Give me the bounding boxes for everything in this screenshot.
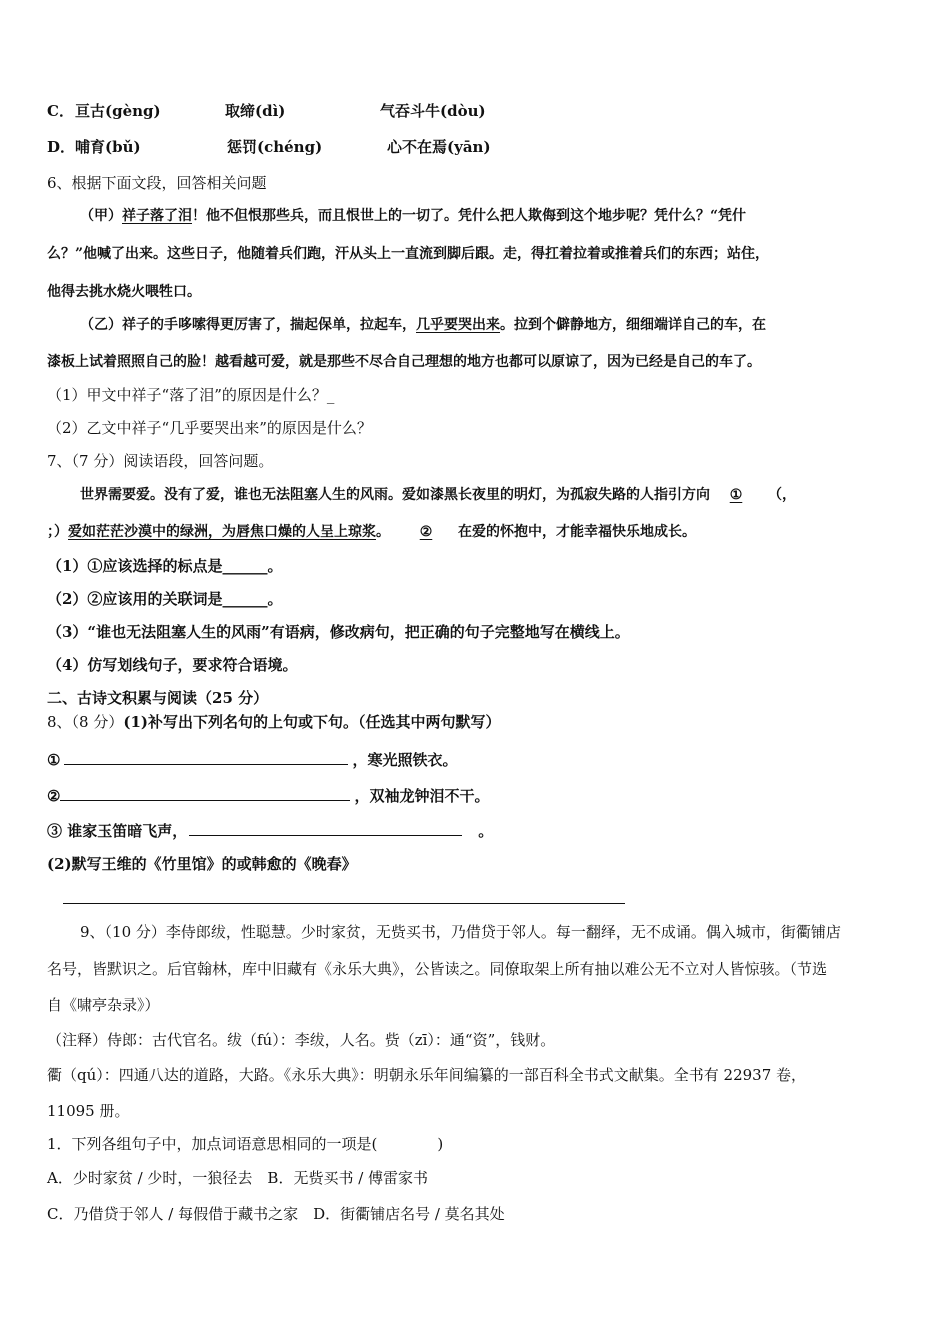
q6-jia-underlined: 祥子落了泪 [122, 208, 192, 224]
q8-line-3-end: 。 [478, 822, 494, 840]
option-d-item-3: 心不在焉(yān) [387, 138, 491, 156]
q8-line-1-number: ① [47, 751, 61, 769]
q8-line-3-text: ③ 谁家玉笛暗飞声， [47, 822, 188, 840]
q9-passage-line1: 9、（10 分）李侍郎绂，性聪慧。少时家贫，无赀买书，乃借贷于邻人。每一翻绎，无不成诵。偶入城市，街衢铺店 [80, 923, 841, 941]
q6-title: 6、根据下面文段，回答相关问题 [47, 174, 267, 192]
q8-line-2 [47, 784, 489, 807]
q7-blank-1[interactable]: ① [729, 487, 743, 503]
q9-mc-options-ab: A．少时家贫 / 少时，一狼径去 B．无赀买书 / 傅雷家书 [47, 1169, 429, 1187]
q8-answer-blank-1[interactable] [64, 748, 348, 765]
q9-mc-question: 1．下列各组句子中，加点词语意思相同的一项是( ) [47, 1135, 444, 1153]
q8-line-3 [47, 819, 493, 842]
q7-paragraph-mid: 。 [376, 524, 390, 540]
option-d-item-2: 惩罚(chéng) [227, 138, 323, 156]
option-d-item-1: 哺育(bǔ) [75, 138, 141, 156]
q7-sub-question-3: （3）“谁也无法阻塞人生的风雨”有语病，修改病句，把正确的句子完整地写在横线上。 [47, 623, 630, 641]
q8-line-2-number: ② [47, 787, 61, 805]
q6-yi-rest: 。拉到个僻静地方，细细端详自己的车，在 [500, 317, 766, 333]
option-d [47, 136, 491, 158]
q9-passage-line3: 自《啸亭杂录》） [47, 996, 160, 1014]
q8-part-2: (2)默写王维的《竹里馆》的或韩愈的《晚春》 [47, 855, 357, 873]
q7-title: 7、（7 分）阅读语段，回答问题。 [47, 452, 274, 470]
q7-paragraph-text: 世界需要爱。没有了爱，谁也无法阻塞人生的风雨。爱如漆黑长夜里的明灯，为孤寂失路的人指引方向 [80, 487, 710, 503]
q6-passage-yi-line1 [80, 314, 766, 336]
option-c-item-3: 气吞斗牛(dòu) [380, 102, 486, 120]
q6-jia-prefix: （甲） [80, 208, 122, 224]
q8-line-1 [47, 748, 457, 771]
q6-sub-question-1: （1）甲文中祥子“落了泪”的原因是什么？_ [47, 386, 335, 404]
q7-paragraph-line1 [80, 484, 796, 506]
q8-answer-blank-2[interactable] [60, 784, 350, 801]
q6-yi-prefix: （乙）祥子的手哆嗦得更厉害了，揣起保单，拉起车， [80, 317, 416, 333]
q9-note-3: 11095 册。 [47, 1102, 130, 1120]
q9-note-2: 衢（qú）：四通八达的道路，大路。《永乐大典》：明朝永乐年间编纂的一部百科全书式文献集。全书有 22937 卷， [47, 1066, 807, 1084]
q8-prefix: 8、（8 分） [47, 713, 124, 731]
q9-mc-options-cd: C．乃借贷于邻人 / 每假借于藏书之家 D．街衢铺店名号 / 莫名其处 [47, 1205, 505, 1223]
q6-sub-question-2: （2）乙文中祥子“几乎要哭出来”的原因是什么？ [47, 419, 372, 437]
q8-answer-line[interactable] [63, 903, 625, 904]
q8-line-2-text: ，双袖龙钟泪不干。 [354, 787, 490, 805]
q8-title [47, 711, 501, 733]
q6-jia-rest: ！他不但恨那些兵，而且恨世上的一切了。凭什么把人欺侮到这个地步呢？凭什么？“凭什 [192, 208, 747, 224]
q9-note-1: （注释）侍郎：古代官名。绂（fú）：李绂，人名。赀（zī）：通“资”，钱财。 [47, 1031, 556, 1049]
q7-sub-question-1: （1）①应该选择的标点是______。 [47, 557, 283, 575]
q7-sub-question-4: （4）仿写划线句子，要求符合语境。 [47, 656, 298, 674]
q6-passage-yi-line2: 漆板上试着照照自己的脸！越看越可爱，就是那些不尽合自己理想的地方也都可以原谅了，因为已经是自己的车了。 [47, 354, 761, 370]
q7-blank-2[interactable]: ② [419, 524, 433, 540]
section-2-heading: 二、古诗文积累与阅读（25 分） [47, 689, 269, 707]
q9-passage-line2: 名号，皆默识之。后官翰林，库中旧藏有《永乐大典》，公皆读之。同僚取架上所有抽以难公无不立对人皆惊骇。（节选 [47, 960, 828, 978]
q8-answer-blank-3[interactable] [189, 819, 462, 836]
q6-passage-jia-line2: 么？”他喊了出来。这些日子，他随着兵们跑，汗从头上一直流到脚后跟。走，得扛着拉着或推着兵们的东西；站住， [47, 246, 770, 262]
q7-paragraph-head: ；） [47, 524, 68, 540]
option-c-label: C． [47, 102, 74, 120]
q7-paragraph-rest: 在爱的怀抱中，才能幸福快乐地成长。 [458, 524, 696, 540]
q7-sub-question-2: （2）②应该用的关联词是______。 [47, 590, 283, 608]
q8-instruction: (1)补写出下列名句的上句或下句。（任选其中两句默写） [123, 713, 501, 731]
q6-passage-jia-line1 [80, 205, 746, 227]
option-c-item-1: 亘古(gèng) [75, 102, 161, 120]
q6-yi-underlined: 几乎要哭出来 [416, 317, 500, 333]
option-d-label: D． [47, 138, 76, 156]
q7-paragraph-tail: （， [768, 487, 796, 503]
q6-passage-jia-line3: 他得去挑水烧火喂牲口。 [47, 284, 201, 300]
q7-underlined-sentence: 爱如茫茫沙漠中的绿洲，为唇焦口燥的人呈上琼浆 [68, 524, 376, 540]
option-c [47, 100, 486, 122]
q7-paragraph-line2 [47, 521, 696, 543]
q8-line-1-text: ，寒光照铁衣。 [352, 751, 458, 769]
option-c-item-2: 取缔(dì) [225, 102, 286, 120]
